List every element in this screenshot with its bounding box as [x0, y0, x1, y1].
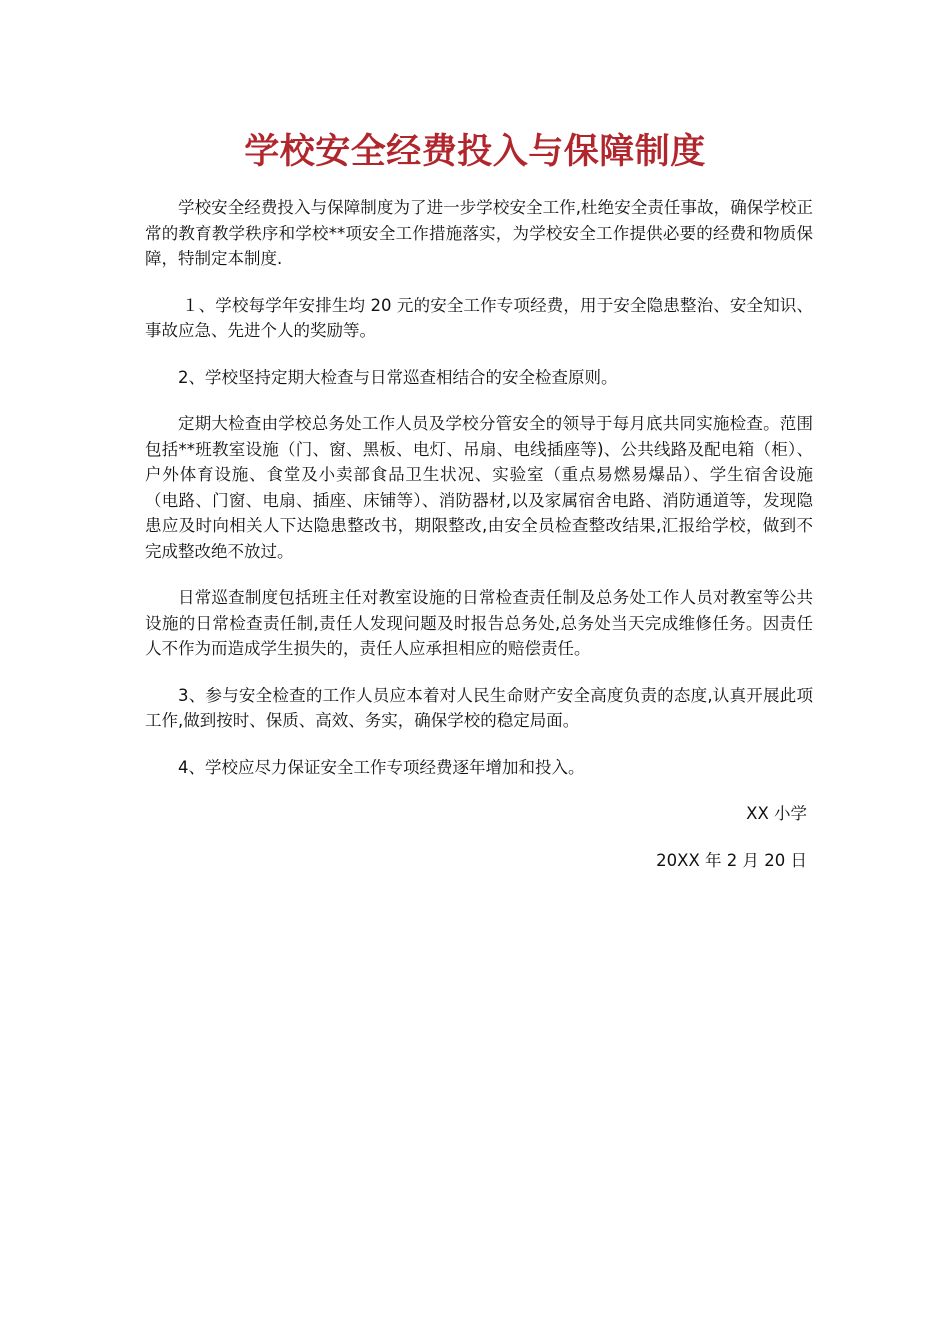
item-1-paragraph: １、学校每学年安排生均 20 元的安全工作专项经费，用于安全隐患整治、安全知识、事故应急、先进个人的奖励等。: [145, 295, 813, 340]
document-body: [145, 195, 813, 894]
item-4-paragraph: 4、学校应尽力保证安全工作专项经费逐年增加和投入。: [178, 757, 585, 777]
item-2-paragraph: 2、学校坚持定期大检查与日常巡查相结合的安全检查原则。: [178, 367, 618, 387]
daily-inspection-paragraph: 日常巡查制度包括班主任对教室设施的日常检查责任制及总务处工作人员对教室等公共设施的日常检查责任制,责任人发现问题及时报告总务处,总务处当天完成维修任务。因责任人不作为而造成学生损失的，责任人应承担相应的赔偿责任。: [145, 588, 813, 658]
signature-organization: XX 小学: [746, 804, 807, 823]
document-title: 学校安全经费投入与保障制度: [244, 131, 706, 172]
item-3-paragraph: 3、参与安全检查的工作人员应本着对人民生命财产安全高度负责的态度,认真开展此项工作,做到按时、保质、高效、务实，确保学校的稳定局面。: [145, 685, 813, 730]
periodic-inspection-paragraph: 定期大检查由学校总务处工作人员及学校分管安全的领导于每月底共同实施检查。范围包括**班教室设施（门、窗、黑板、电灯、吊扇、电线插座等)、公共线路及配电箱（柜）、户外体育设施、食堂及小卖部食品卫生状况、实验室（重点易燃易爆品）、学生宿舍设施（电路、门窗、电扇、插座、床铺等）、消防器材,以及家属宿舍电路、消防通道等，发现隐患应及时向相关人下达隐患整改书，期限整改,由安全员检查整改结果,汇报给学校，做到不完成整改绝不放过。: [145, 414, 813, 561]
signature-date: 20XX 年 2 月 20 日: [656, 850, 807, 870]
intro-paragraph: 学校安全经费投入与保障制度为了进一步学校安全工作,杜绝安全责任事故，确保学校正常的教育教学秩序和学校**项安全工作措施落实，为学校安全工作提供必要的经费和物质保障，特制定本制度.: [145, 198, 813, 268]
